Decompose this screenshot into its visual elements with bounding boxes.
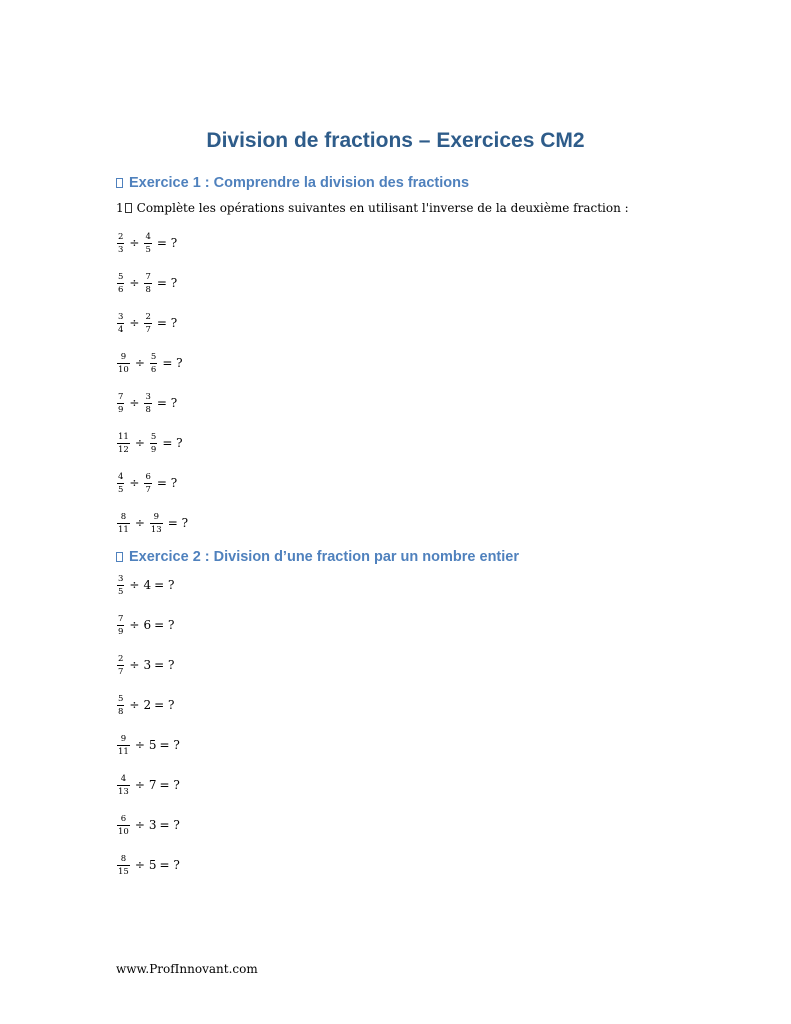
fraction-dividend: [117, 774, 130, 797]
numerator: 4: [118, 471, 124, 482]
fraction-dividend: [117, 272, 124, 295]
exercise-item: [116, 730, 180, 760]
fraction-divisor: [144, 312, 151, 335]
equals-question: = ?: [159, 738, 180, 752]
instruction-number: 1: [116, 201, 124, 215]
numerator: 9: [153, 511, 160, 522]
numerator: 2: [118, 653, 124, 664]
numerator: 2: [118, 231, 124, 242]
exercise-item: [116, 810, 180, 840]
equals-question: = ?: [159, 858, 180, 872]
exercise-item: [116, 650, 180, 680]
numerator: 6: [145, 471, 151, 482]
integer-divisor: 3: [148, 818, 157, 832]
exercise-item: [116, 610, 180, 640]
divide-sign: ÷: [129, 578, 140, 592]
denominator: 9: [150, 444, 157, 455]
denominator: 13: [150, 524, 162, 535]
exercise-item: [116, 428, 192, 458]
numerator: 11: [118, 431, 129, 442]
exercise-item: [116, 228, 192, 258]
instruction-text: Complète les opérations suivantes en utilisant l'inverse de la deuxième fraction :: [136, 201, 629, 215]
denominator: 11: [118, 746, 129, 757]
exercise-item: [116, 850, 180, 880]
denominator: 7: [118, 666, 124, 677]
equals-question: = ?: [154, 658, 175, 672]
missing-glyph-icon: [116, 178, 123, 188]
denominator: 5: [145, 244, 151, 255]
equals-question: = ?: [159, 818, 180, 832]
denominator: 7: [145, 484, 151, 495]
denominator: 13: [118, 786, 129, 797]
equals-question: = ?: [159, 778, 180, 792]
denominator: 12: [118, 444, 129, 455]
divide-sign: ÷: [134, 818, 145, 832]
exercise-1-heading: [116, 173, 469, 193]
fraction-dividend: [117, 734, 130, 757]
missing-glyph-icon: [125, 203, 132, 213]
fraction-divisor: [144, 392, 151, 415]
divide-sign: ÷: [134, 778, 145, 792]
denominator: 8: [145, 284, 151, 295]
numerator: 8: [120, 511, 127, 522]
numerator: 4: [145, 231, 151, 242]
denominator: 5: [118, 586, 124, 597]
denominator: 8: [118, 706, 124, 717]
exercise-item: [116, 468, 192, 498]
denominator: 11: [118, 524, 129, 535]
exercise-2-heading-text: Exercice 2 : Division d’une fraction par un nombre entier: [129, 549, 519, 565]
integer-divisor: 7: [148, 778, 157, 792]
exercise-item: [116, 348, 192, 378]
equals-question: = ?: [154, 578, 175, 592]
denominator: 6: [150, 364, 157, 375]
exercise-item: [116, 690, 180, 720]
exercise-2-list: [116, 570, 180, 890]
denominator: 9: [118, 404, 124, 415]
numerator: 6: [120, 813, 127, 824]
equals-question: = ?: [156, 476, 178, 490]
equals-question: = ?: [162, 436, 183, 450]
denominator: 9: [118, 626, 124, 637]
footer-url: www.ProfInnovant.com: [116, 962, 258, 976]
integer-divisor: 5: [148, 738, 157, 752]
fraction-dividend: [117, 694, 124, 717]
equals-question: = ?: [154, 618, 175, 632]
numerator: 4: [120, 773, 127, 784]
equals-question: = ?: [162, 356, 183, 370]
divide-sign: ÷: [134, 436, 145, 450]
denominator: 15: [118, 866, 129, 877]
fraction-dividend: [117, 574, 124, 597]
denominator: 10: [118, 826, 129, 837]
numerator: 5: [118, 693, 124, 704]
equals-question: = ?: [156, 236, 178, 250]
integer-divisor: 3: [143, 658, 152, 672]
divide-sign: ÷: [129, 618, 140, 632]
numerator: 7: [118, 391, 124, 402]
equals-question: = ?: [154, 698, 175, 712]
fraction-dividend: [117, 654, 124, 677]
fraction-dividend: [117, 614, 124, 637]
integer-divisor: 2: [143, 698, 152, 712]
numerator: 5: [150, 351, 157, 362]
integer-divisor: 4: [143, 578, 152, 592]
fraction-dividend: [117, 814, 130, 837]
divide-sign: ÷: [134, 356, 145, 370]
fraction-divisor: [144, 272, 151, 295]
missing-glyph-icon: [116, 552, 123, 562]
divide-sign: ÷: [129, 276, 140, 290]
divide-sign: ÷: [129, 476, 140, 490]
numerator: 3: [118, 573, 124, 584]
exercise-item: [116, 388, 192, 418]
fraction-dividend: [117, 312, 124, 335]
numerator: 9: [120, 733, 127, 744]
exercise-1-list: [116, 228, 192, 548]
numerator: 5: [150, 431, 157, 442]
denominator: 10: [118, 364, 129, 375]
divide-sign: ÷: [129, 658, 140, 672]
fraction-dividend: [117, 392, 124, 415]
fraction-divisor: [150, 512, 163, 535]
page-title: Division de fractions – Exercices CM2: [206, 129, 585, 152]
fraction-divisor: [144, 232, 151, 255]
fraction-divisor: [150, 432, 157, 455]
exercise-item: [116, 308, 192, 338]
fraction-dividend: [117, 854, 130, 877]
divide-sign: ÷: [129, 396, 140, 410]
exercise-item: [116, 268, 192, 298]
denominator: 7: [145, 324, 151, 335]
equals-question: = ?: [156, 316, 178, 330]
divide-sign: ÷: [129, 236, 140, 250]
divide-sign: ÷: [129, 316, 140, 330]
numerator: 5: [118, 271, 124, 282]
integer-divisor: 5: [148, 858, 157, 872]
denominator: 8: [145, 404, 151, 415]
fraction-dividend: [117, 352, 130, 375]
numerator: 7: [145, 271, 151, 282]
fraction-dividend: [117, 472, 124, 495]
fraction-dividend: [117, 232, 124, 255]
numerator: 9: [120, 351, 127, 362]
fraction-dividend: [117, 432, 130, 455]
exercise-item: [116, 508, 192, 538]
numerator: 2: [145, 311, 151, 322]
equals-question: = ?: [167, 516, 189, 530]
equals-question: = ?: [156, 396, 178, 410]
exercise-1-instruction: [116, 199, 629, 217]
numerator: 7: [118, 613, 124, 624]
divide-sign: ÷: [134, 516, 145, 530]
numerator: 3: [118, 311, 124, 322]
divide-sign: ÷: [129, 698, 140, 712]
equals-question: = ?: [156, 276, 178, 290]
fraction-dividend: [117, 512, 130, 535]
denominator: 3: [118, 244, 124, 255]
fraction-divisor: [150, 352, 157, 375]
divide-sign: ÷: [134, 738, 145, 752]
denominator: 5: [118, 484, 124, 495]
exercise-2-heading: [116, 547, 519, 567]
exercise-item: [116, 770, 180, 800]
exercise-1-heading-text: Exercice 1 : Comprendre la division des fractions: [129, 175, 470, 191]
integer-divisor: 6: [143, 618, 152, 632]
denominator: 6: [118, 284, 124, 295]
denominator: 4: [118, 324, 124, 335]
numerator: 8: [120, 853, 127, 864]
divide-sign: ÷: [134, 858, 145, 872]
numerator: 3: [145, 391, 151, 402]
fraction-divisor: [144, 472, 151, 495]
exercise-item: [116, 570, 180, 600]
